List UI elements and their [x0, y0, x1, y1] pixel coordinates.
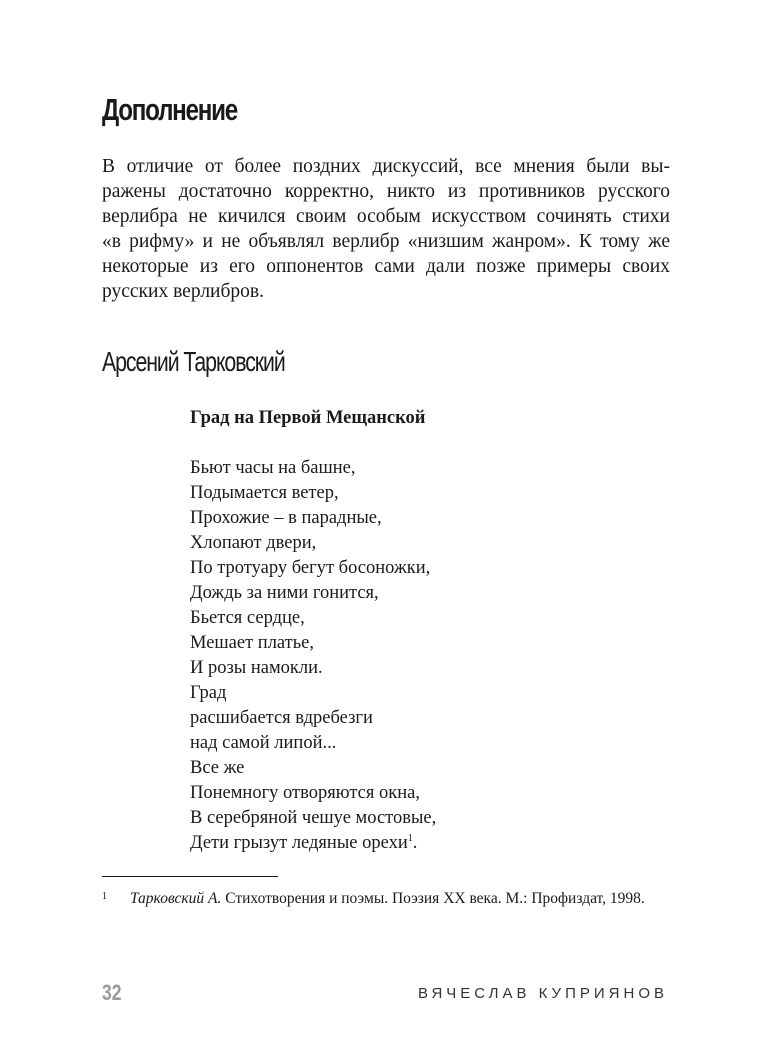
poem-line: И розы намокли.: [190, 658, 323, 678]
poem-line: Дождь за ними гонится,: [190, 583, 379, 603]
poem-line: Прохожие – в парадные,: [190, 508, 382, 528]
poem-line: Понемногу отворяются окна,: [190, 783, 420, 803]
footnote: [102, 888, 670, 910]
poem-line: По тротуару бегут босоножки,: [190, 558, 431, 578]
body-paragraph: [102, 154, 670, 304]
footnote-author: Тарковский А.: [130, 890, 222, 907]
poem-line: над самой липой...: [190, 733, 337, 753]
page-number: 32: [102, 980, 122, 1005]
poem-line: расшибается вдребезги: [190, 708, 373, 728]
body-line: «в рифму» и не объявлял верлибр «низшим жанром». К тому же: [102, 231, 670, 252]
poem-line: В серебряной чешуе мостовые,: [190, 808, 437, 828]
poem-line: Подымается ветер,: [190, 483, 339, 503]
poem-line-last: [190, 831, 436, 856]
poem-line: Все же: [190, 758, 245, 778]
footnote-citation: Стихотворения и поэмы. Поэзия XX века. М.: Профиздат, 1998.: [221, 890, 645, 907]
body-line: ражены достаточно корректно, никто из противников русского: [102, 181, 670, 202]
body-line: В отличие от более поздних дискуссий, все мнения были вы-: [102, 156, 670, 177]
body-line: русских верлибров.: [102, 281, 264, 302]
poem-line-text: Дети грызут ледяные орехи: [190, 833, 408, 853]
footnote-text: [130, 888, 670, 910]
poem-line: Бьется сердце,: [190, 608, 305, 628]
footnote-reference[interactable]: 1: [407, 833, 413, 844]
footnote-divider: [102, 876, 278, 877]
body-line: верлибра не кичился своим особым искусством сочинять стихи: [102, 206, 670, 227]
running-footer-author: ВЯЧЕСЛАВ КУПРИЯНОВ: [417, 985, 668, 1002]
body-line: некоторые из его оппонентов сами дали позже примеры своих: [102, 256, 670, 277]
section-title: Дополнение: [102, 92, 237, 127]
poem-line: Хлопают двери,: [190, 533, 317, 553]
poem-line-end: .: [412, 833, 418, 853]
poem-lines: [190, 456, 436, 856]
poem-line: Бьют часы на башне,: [190, 458, 356, 478]
footnote-mark: 1: [102, 891, 107, 902]
poem-title: Град на Первой Мещанской: [190, 408, 426, 428]
poem-line: Мешает платье,: [190, 633, 315, 653]
poem-line: Град: [190, 683, 227, 703]
author-heading: Арсений Тарковский: [102, 346, 285, 377]
